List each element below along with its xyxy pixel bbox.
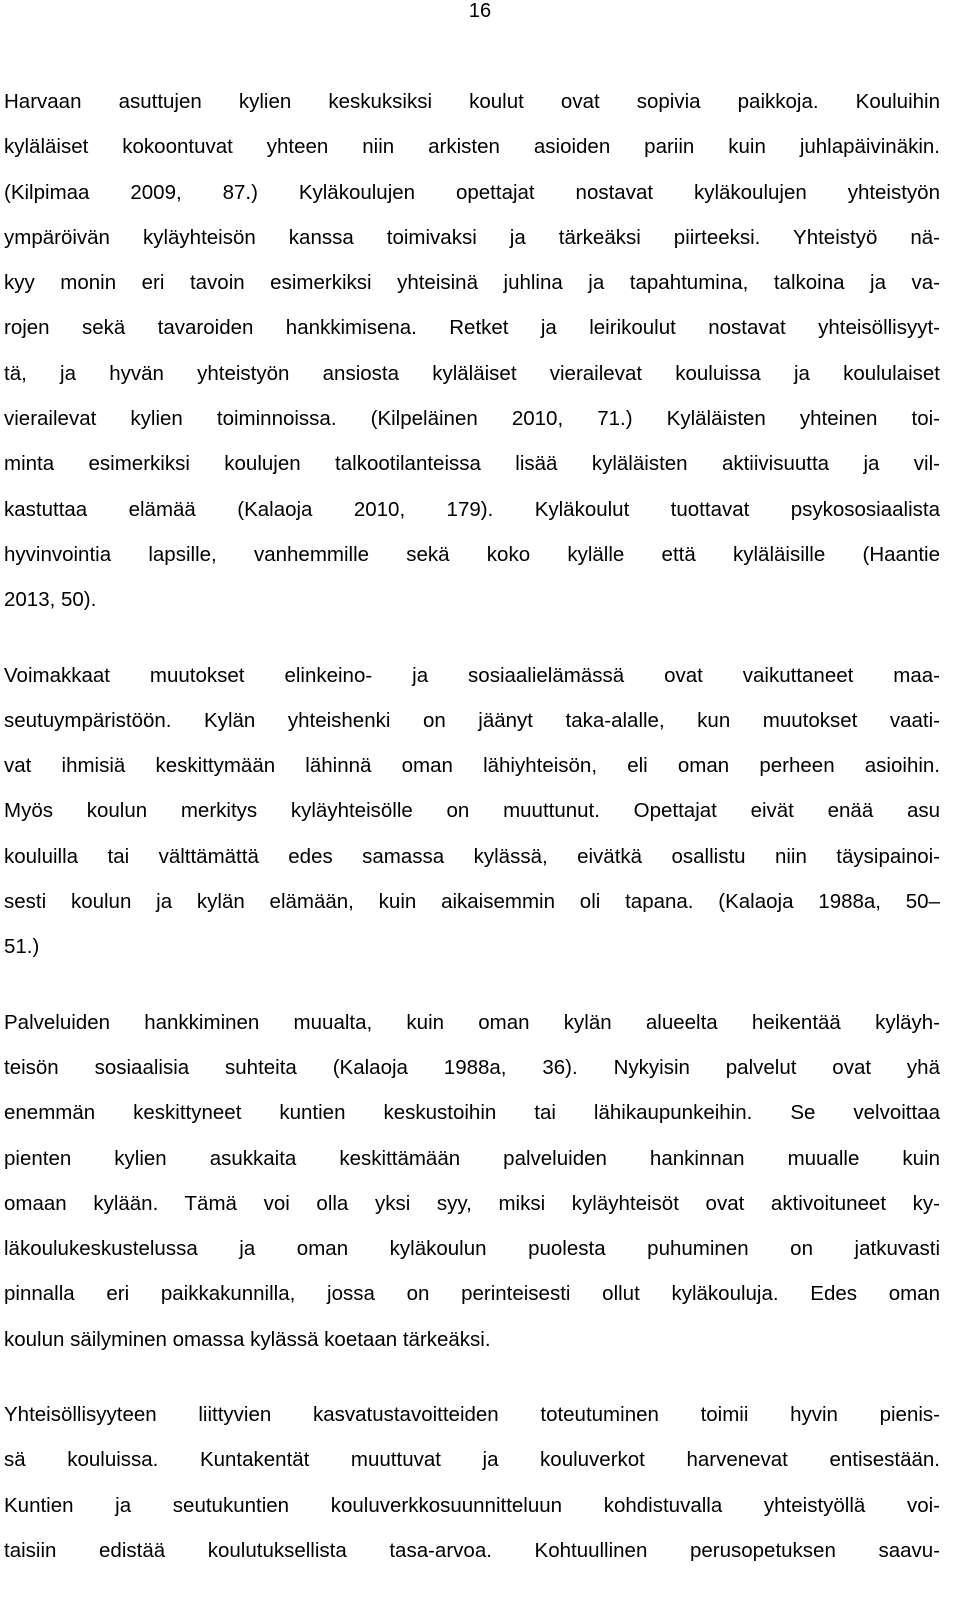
text-line: seutuympäristöön. Kylän yhteishenki on jäänyt taka-alalle, kun muutokset vaati-: [4, 708, 940, 732]
text-line: läkoulukeskustelussa ja oman kyläkoulun puolesta puhuminen on jatkuvasti: [4, 1237, 940, 1261]
paragraph: [4, 79, 940, 623]
text-line: Voimakkaat muutokset elinkeino- ja sosiaalielämässä ovat vaikuttaneet maa-: [4, 663, 940, 687]
text-line: minta esimerkiksi koulujen talkootilanteissa lisää kyläläisten aktiivisuutta ja vil-: [4, 452, 940, 476]
text-line: (Kilpimaa 2009, 87.) Kyläkoulujen opettajat nostavat kyläkoulujen yhteistyön: [4, 180, 940, 204]
text-line: teisön sosiaalisia suhteita (Kalaoja 1988a, 36). Nykyisin palvelut ovat yhä: [4, 1055, 940, 1079]
text-line: pienten kylien asukkaita keskittämään palveluiden hankinnan muualle kuin: [4, 1146, 940, 1170]
text-line: Yhteisöllisyyteen liittyvien kasvatustavoitteiden toteutuminen toimii hyvin pienis-: [4, 1403, 940, 1427]
text-line: pinnalla eri paikkakunnilla, jossa on perinteisesti ollut kyläkouluja. Edes oman: [4, 1282, 940, 1306]
text-line: Harvaan asuttujen kylien keskuksiksi koulut ovat sopivia paikkoja. Kouluihin: [4, 90, 940, 113]
text-line: sesti koulun ja kylän elämään, kuin aikaisemmin oli tapana. (Kalaoja 1988a, 50–: [4, 890, 940, 914]
text-line: Palveluiden hankkiminen muualta, kuin oman kylän alueelta heikentää kyläyh-: [4, 1010, 940, 1034]
text-line: ympäröivän kyläyhteisön kanssa toimivaksi ja tärkeäksi piirteeksi. Yhteistyö nä-: [4, 225, 940, 249]
text-line: Myös koulun merkitys kyläyhteisölle on muuttunut. Opettajat eivät enää asu: [4, 799, 940, 823]
text-line: omaan kylään. Tämä voi olla yksi syy, miksi kyläyhteisöt ovat aktivoituneet ky-: [4, 1191, 940, 1215]
text-line: tä, ja hyvän yhteistyön ansiosta kyläläiset vierailevat kouluissa ja koululaiset: [4, 361, 940, 385]
text-line: kyläläiset kokoontuvat yhteen niin arkisten asioiden pariin kuin juhlapäivinäkin.: [4, 135, 940, 159]
text-line: kouluilla tai välttämättä edes samassa kylässä, eivätkä osallistu niin täysipainoi-: [4, 844, 940, 868]
text-line: Kuntien ja seutukuntien kouluverkkosuunnitteluun kohdistuvalla yhteistyöllä voi-: [4, 1493, 940, 1517]
text-line: hyvinvointia lapsille, vanhemmille sekä koko kylälle että kyläläisille (Haantie: [4, 542, 940, 566]
paragraph: [4, 1000, 940, 1362]
text-line: kyy monin eri tavoin esimerkiksi yhteisinä juhlina ja tapahtumina, talkoina ja va-: [4, 271, 940, 295]
paragraph: [4, 1392, 940, 1573]
text-line: kastuttaa elämää (Kalaoja 2010, 179). Kyläkoulut tuottavat psykososiaalista: [4, 497, 940, 521]
page-number: 16: [468, 0, 492, 22]
paragraph: [4, 653, 940, 970]
page-body: [4, 79, 940, 1573]
text-line: vat ihmisiä keskittymään lähinnä oman lähiyhteisön, eli oman perheen asioihin.: [4, 754, 940, 778]
text-line: taisiin edistää koulutuksellista tasa-arvoa. Kohtuullinen perusopetuksen saavu-: [4, 1538, 940, 1562]
text-line: enemmän keskittyneet kuntien keskustoihin tai lähikaupunkeihin. Se velvoittaa: [4, 1101, 940, 1125]
text-line: rojen sekä tavaroiden hankkimisena. Retket ja leirikoulut nostavat yhteisöllisyyt-: [4, 316, 940, 340]
text-line: 2013, 50).: [4, 588, 97, 612]
text-line: 51.): [4, 935, 40, 959]
text-line: koulun säilyminen omassa kylässä koetaan tärkeäksi.: [4, 1327, 491, 1351]
text-line: vierailevat kylien toiminnoissa. (Kilpeläinen 2010, 71.) Kyläläisten yhteinen toi-: [4, 407, 940, 431]
text-line: sä kouluissa. Kuntakentät muuttuvat ja kouluverkot harvenevat entisestään.: [4, 1448, 940, 1472]
